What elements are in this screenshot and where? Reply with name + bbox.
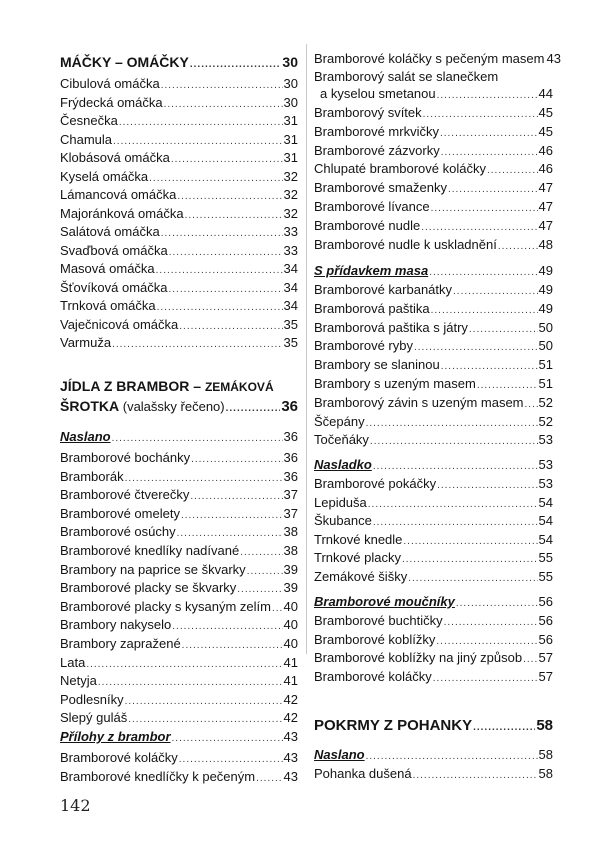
toc-entry[interactable] bbox=[314, 85, 553, 104]
toc-entry[interactable] bbox=[314, 568, 553, 587]
page-ref: 42 bbox=[283, 691, 298, 707]
page-ref: 46 bbox=[538, 142, 553, 158]
toc-entry[interactable] bbox=[314, 765, 553, 784]
toc-entry[interactable] bbox=[314, 531, 553, 550]
leader-dots bbox=[164, 96, 283, 113]
leader-dots bbox=[113, 133, 283, 150]
toc-entry[interactable] bbox=[314, 668, 553, 687]
page-ref: 46 bbox=[538, 161, 553, 177]
toc-entry[interactable] bbox=[60, 112, 298, 131]
entry-title: Varmuža bbox=[60, 335, 112, 350]
toc-entry[interactable] bbox=[60, 168, 298, 187]
page-ref: 57 bbox=[538, 650, 553, 666]
page-ref: 36 bbox=[283, 468, 298, 484]
toc-entry[interactable] bbox=[60, 260, 298, 279]
leader-dots bbox=[441, 144, 538, 161]
leader-dots bbox=[125, 693, 283, 710]
entry-title: Bramborové koláčky bbox=[60, 750, 178, 765]
entry-title: Šťovíková omáčka bbox=[60, 279, 168, 295]
section-title: MÁČKY – OMÁČKY bbox=[60, 54, 189, 70]
entry-title: Chamula bbox=[60, 131, 113, 147]
entry-title: Bramborové nudle bbox=[314, 217, 421, 233]
toc-entry[interactable] bbox=[314, 549, 553, 568]
subsection-title: Naslano bbox=[314, 747, 365, 762]
toc-section-heading[interactable] bbox=[60, 54, 298, 73]
page-ref: 31 bbox=[283, 131, 298, 147]
leader-dots bbox=[469, 321, 538, 338]
toc-subsection[interactable] bbox=[314, 262, 553, 281]
entry-title: Bramborové koláčky s pečeným masem bbox=[314, 51, 545, 66]
leader-dots bbox=[448, 181, 538, 198]
toc-entry[interactable] bbox=[60, 672, 298, 691]
page-ref: 57 bbox=[538, 668, 553, 684]
leader-dots bbox=[169, 244, 283, 261]
toc-entry[interactable] bbox=[60, 449, 298, 468]
leader-dots bbox=[98, 674, 283, 691]
toc-entry[interactable] bbox=[60, 186, 298, 205]
toc-entry[interactable] bbox=[60, 334, 298, 353]
page-ref: 56 bbox=[538, 631, 553, 647]
subsection-title: S přídavkem masa bbox=[314, 263, 429, 278]
subsection-title: Naslano bbox=[60, 429, 111, 444]
page-ref: 34 bbox=[283, 261, 298, 276]
leader-dots bbox=[523, 651, 537, 668]
entry-title: Bramborové koláčky bbox=[314, 668, 432, 684]
leader-dots bbox=[172, 618, 282, 635]
page-ref: 30 bbox=[283, 76, 298, 91]
page-ref: 34 bbox=[283, 279, 298, 295]
leader-dots bbox=[373, 458, 538, 475]
entry-title: Bramborák bbox=[60, 468, 124, 484]
entry-title: Bramborové koblížky bbox=[314, 631, 436, 647]
toc-entry[interactable] bbox=[60, 205, 298, 224]
toc-entry[interactable] bbox=[60, 523, 298, 542]
leader-dots bbox=[226, 400, 281, 417]
leader-dots bbox=[272, 600, 283, 617]
entry-title: Bramborové smaženky bbox=[314, 180, 447, 196]
entry-title: Trnkové placky bbox=[314, 550, 401, 566]
leader-dots bbox=[185, 207, 283, 224]
entry-title: Bramborové osúchy bbox=[60, 524, 176, 540]
leader-dots bbox=[421, 219, 537, 236]
entry-title: Brambory se slaninou bbox=[314, 357, 440, 373]
page-ref: 32 bbox=[283, 205, 298, 221]
section-title: POKRMY Z POHANKY bbox=[314, 717, 473, 734]
entry-title: Lepiduša bbox=[314, 494, 367, 510]
toc-entry[interactable] bbox=[60, 749, 298, 768]
toc-entry[interactable] bbox=[60, 505, 298, 524]
page-ref: 39 bbox=[283, 580, 298, 596]
leader-dots bbox=[112, 336, 282, 353]
leader-dots bbox=[161, 225, 283, 242]
page-ref: 49 bbox=[538, 300, 553, 316]
leader-dots bbox=[402, 551, 538, 568]
subsection-title: Přílohy z brambor bbox=[60, 729, 171, 744]
page-ref: 45 bbox=[538, 105, 553, 120]
leader-dots bbox=[128, 711, 282, 728]
leader-dots bbox=[177, 525, 283, 542]
leader-dots bbox=[403, 533, 537, 550]
entry-title: Svaďbová omáčka bbox=[60, 242, 168, 258]
toc-entry[interactable] bbox=[314, 179, 553, 198]
page-ref: 54 bbox=[538, 531, 553, 547]
toc-entry[interactable] bbox=[60, 709, 298, 728]
entry-title: Bramborový svítek bbox=[314, 105, 422, 120]
leader-dots bbox=[179, 318, 282, 335]
page-ref: 35 bbox=[283, 335, 298, 350]
entry-title: Chlupaté bramborové koláčky bbox=[314, 161, 486, 177]
section-title-small: ZEMÁKOVÁ bbox=[204, 380, 274, 394]
page-ref: 51 bbox=[538, 357, 553, 373]
entry-title: a kyselou smetanou bbox=[320, 86, 436, 101]
page-ref: 36 bbox=[281, 398, 298, 415]
leader-dots bbox=[440, 125, 538, 142]
entry-title: Točeňáky bbox=[314, 432, 369, 448]
page-ref: 43 bbox=[283, 768, 298, 784]
leader-dots bbox=[453, 283, 538, 300]
leader-dots bbox=[247, 563, 283, 580]
toc-section-heading-line1 bbox=[60, 377, 274, 396]
page-ref: 54 bbox=[538, 494, 553, 510]
toc-entry[interactable] bbox=[60, 542, 298, 561]
subsection-title: Bramborové moučníky bbox=[314, 594, 455, 609]
leader-dots bbox=[172, 730, 283, 747]
leader-dots bbox=[181, 507, 283, 524]
toc-entry[interactable] bbox=[314, 142, 553, 161]
entry-title: Bramborové knedlíčky k pečeným bbox=[60, 768, 256, 784]
leader-dots bbox=[423, 106, 538, 123]
leader-dots bbox=[436, 633, 537, 650]
leader-dots bbox=[237, 581, 282, 598]
leader-dots bbox=[456, 595, 538, 612]
page-ref: 56 bbox=[538, 594, 553, 609]
toc-entry[interactable] bbox=[314, 319, 553, 338]
page-ref: 50 bbox=[538, 338, 553, 354]
entry-title: Slepý guláš bbox=[60, 710, 128, 726]
toc-entry[interactable] bbox=[60, 149, 298, 168]
page-ref: 50 bbox=[538, 319, 553, 335]
page-ref: 37 bbox=[283, 487, 298, 503]
toc-entry[interactable] bbox=[60, 579, 298, 598]
page-ref: 41 bbox=[283, 654, 298, 670]
leader-dots bbox=[441, 358, 538, 375]
toc-entry[interactable] bbox=[60, 94, 298, 113]
entry-title: Klobásová omáčka bbox=[60, 150, 170, 165]
toc-entry[interactable] bbox=[314, 236, 553, 255]
page-ref: 47 bbox=[538, 217, 553, 233]
leader-dots bbox=[179, 751, 283, 768]
page-ref: 33 bbox=[283, 242, 298, 258]
leader-dots bbox=[433, 670, 538, 687]
toc-entry[interactable] bbox=[60, 654, 298, 673]
leader-dots bbox=[157, 299, 283, 316]
page-ref: 51 bbox=[538, 376, 553, 391]
page-ref: 31 bbox=[283, 150, 298, 165]
subsection-title: Nasladko bbox=[314, 457, 372, 472]
toc-entry[interactable] bbox=[314, 160, 553, 179]
page-ref: 43 bbox=[283, 750, 298, 765]
leader-dots bbox=[256, 770, 282, 787]
toc-entry[interactable] bbox=[60, 468, 298, 487]
page-ref: 52 bbox=[538, 394, 553, 410]
toc-entry[interactable] bbox=[314, 431, 553, 450]
leader-dots bbox=[156, 262, 283, 279]
entry-title: Bramborové čtverečky bbox=[60, 487, 190, 503]
entry-title: Trnkové knedle bbox=[314, 531, 403, 547]
entry-title: Lámancová omáčka bbox=[60, 187, 177, 202]
page-ref: 34 bbox=[283, 298, 298, 313]
page-ref: 39 bbox=[283, 561, 298, 577]
entry-title: Bramborový závin s uzeným masem bbox=[314, 394, 524, 410]
page-ref: 45 bbox=[538, 123, 553, 139]
leader-dots bbox=[366, 748, 538, 765]
toc-entry[interactable] bbox=[314, 649, 553, 668]
page-ref: 49 bbox=[538, 263, 553, 278]
page-ref: 49 bbox=[538, 282, 553, 297]
leader-dots bbox=[429, 264, 537, 281]
page-ref: 58 bbox=[538, 747, 553, 762]
entry-title: Trnková omáčka bbox=[60, 298, 156, 313]
entry-title: Lata bbox=[60, 654, 86, 670]
entry-title: Bramborová paštika bbox=[314, 300, 430, 316]
page-ref: 52 bbox=[538, 413, 553, 429]
page-ref: 58 bbox=[538, 766, 553, 781]
page-ref: 33 bbox=[283, 224, 298, 239]
section-title: JÍDLA Z BRAMBOR – bbox=[60, 378, 205, 394]
leader-dots bbox=[444, 614, 538, 631]
page-ref: 30 bbox=[283, 94, 298, 110]
entry-title: Bramborové mrkvičky bbox=[314, 123, 439, 139]
leader-dots bbox=[498, 238, 538, 255]
entry-title: Brambory zapražené bbox=[60, 636, 181, 651]
page-ref: 32 bbox=[283, 168, 298, 184]
toc-entry[interactable] bbox=[60, 279, 298, 298]
entry-title: Bramborové buchtičky bbox=[314, 613, 443, 628]
leader-dots bbox=[161, 77, 283, 94]
leader-dots bbox=[86, 656, 282, 673]
toc-entry[interactable] bbox=[60, 223, 298, 242]
page-ref: 53 bbox=[538, 476, 553, 491]
entry-title: Brambory s uzeným masem bbox=[314, 376, 476, 391]
entry-title: Bramborové bochánky bbox=[60, 450, 191, 465]
leader-dots bbox=[431, 302, 538, 319]
leader-dots bbox=[168, 281, 282, 298]
toc-subsection[interactable] bbox=[314, 593, 553, 612]
page-ref: 40 bbox=[283, 598, 298, 614]
toc-entry[interactable] bbox=[60, 561, 298, 580]
toc-entry[interactable] bbox=[314, 413, 553, 432]
entry-title: Bramborová paštika s játry bbox=[314, 319, 468, 335]
leader-dots bbox=[182, 637, 283, 654]
entry-title: Brambory na paprice se škvarky bbox=[60, 561, 246, 577]
toc-entry[interactable] bbox=[314, 356, 553, 375]
entry-title: Cibulová omáčka bbox=[60, 76, 160, 91]
page-ref: 41 bbox=[283, 673, 298, 689]
leader-dots bbox=[191, 451, 282, 468]
page-ref: 55 bbox=[538, 569, 553, 584]
leader-dots bbox=[171, 151, 283, 168]
entry-title: Bramborové nudle k uskladnění bbox=[314, 236, 497, 252]
leader-dots bbox=[366, 415, 538, 432]
leader-dots bbox=[368, 496, 538, 513]
leader-dots bbox=[487, 162, 538, 179]
page-ref: 38 bbox=[283, 524, 298, 540]
entry-title: Bramborové placky s kysaným zelím bbox=[60, 598, 271, 614]
leader-dots bbox=[112, 430, 283, 447]
toc-entry[interactable] bbox=[60, 635, 298, 654]
toc-entry[interactable] bbox=[314, 281, 553, 300]
toc-section-heading[interactable] bbox=[60, 398, 298, 417]
toc-entry[interactable] bbox=[314, 50, 561, 69]
toc-subsection[interactable] bbox=[60, 428, 298, 447]
entry-title: Ščepány bbox=[314, 413, 365, 429]
toc-entry[interactable] bbox=[314, 631, 553, 650]
toc-section-heading[interactable] bbox=[314, 717, 553, 736]
toc-entry[interactable] bbox=[60, 486, 298, 505]
entry-title: Bramborové koblížky na jiný způsob bbox=[314, 650, 523, 666]
leader-dots bbox=[413, 767, 538, 784]
page-ref: 56 bbox=[538, 613, 553, 628]
entry-title: Podlesníky bbox=[60, 691, 124, 707]
toc-entry[interactable] bbox=[314, 337, 553, 356]
leader-dots bbox=[473, 719, 535, 736]
leader-dots bbox=[119, 114, 283, 131]
page-ref: 36 bbox=[283, 450, 298, 465]
entry-title: Česnečka bbox=[60, 113, 118, 128]
page-ref: 53 bbox=[538, 432, 553, 448]
entry-title: Frýdecká omáčka bbox=[60, 94, 163, 110]
toc-entry-line1[interactable]: Bramborový salát se slanečkem bbox=[314, 69, 499, 84]
page-ref: 43 bbox=[546, 51, 561, 66]
toc-subsection[interactable] bbox=[60, 728, 298, 747]
entry-title: Brambory nakyselo bbox=[60, 617, 172, 633]
toc-entry[interactable] bbox=[314, 512, 553, 531]
toc-entry[interactable] bbox=[314, 217, 553, 236]
leader-dots bbox=[431, 200, 538, 217]
page-ref: 30 bbox=[282, 54, 298, 70]
page-ref: 58 bbox=[536, 717, 553, 734]
leader-dots bbox=[437, 477, 537, 494]
page-ref: 44 bbox=[538, 86, 553, 101]
page-ref: 32 bbox=[283, 187, 298, 202]
toc-entry[interactable] bbox=[314, 300, 553, 319]
toc-entry[interactable] bbox=[60, 316, 298, 335]
toc-entry[interactable] bbox=[314, 198, 553, 217]
leader-dots bbox=[240, 544, 282, 561]
leader-dots bbox=[370, 433, 538, 450]
leader-dots bbox=[414, 339, 538, 356]
entry-title: Masová omáčka bbox=[60, 261, 155, 276]
leader-dots bbox=[149, 170, 282, 187]
page-ref: 37 bbox=[283, 505, 298, 521]
toc-entry[interactable] bbox=[314, 612, 553, 631]
page-ref: 55 bbox=[538, 550, 553, 566]
toc-entry[interactable] bbox=[60, 768, 298, 787]
leader-dots bbox=[408, 570, 537, 587]
column-divider bbox=[306, 44, 307, 654]
toc-entry[interactable] bbox=[314, 375, 553, 394]
entry-title: Zemákové šišky bbox=[314, 569, 408, 584]
entry-title: Bramborové placky se škvarky bbox=[60, 580, 237, 596]
section-title-line2: ŠROTKA (valašsky řečeno) bbox=[60, 398, 225, 414]
page-ref: 42 bbox=[283, 710, 298, 726]
page-ref: 40 bbox=[283, 617, 298, 633]
page-ref: 48 bbox=[538, 236, 553, 252]
toc-entry[interactable] bbox=[60, 242, 298, 261]
entry-title: Majoránková omáčka bbox=[60, 205, 184, 221]
page-number: 142 bbox=[60, 796, 91, 815]
entry-title: Bramborové omelety bbox=[60, 505, 180, 521]
leader-dots bbox=[177, 188, 282, 205]
toc-entry[interactable] bbox=[60, 616, 298, 635]
leader-dots bbox=[125, 470, 283, 487]
toc-entry[interactable] bbox=[314, 394, 553, 413]
toc-entry[interactable] bbox=[60, 691, 298, 710]
toc-entry[interactable] bbox=[314, 123, 553, 142]
entry-title: Pohanka dušená bbox=[314, 766, 412, 781]
leader-dots bbox=[525, 396, 538, 413]
entry-title: Škubance bbox=[314, 513, 372, 529]
toc-entry[interactable] bbox=[314, 494, 553, 513]
leader-dots bbox=[477, 377, 538, 394]
page-ref: 43 bbox=[283, 729, 298, 744]
page-ref: 35 bbox=[283, 316, 298, 332]
entry-title: Bramborové karbanátky bbox=[314, 282, 453, 297]
entry-title: Bramborové pokáčky bbox=[314, 476, 437, 491]
entry-title: Bramborové knedlíky nadívané bbox=[60, 543, 240, 558]
entry-title: Bramborové zázvorky bbox=[314, 142, 440, 158]
toc-entry[interactable] bbox=[60, 131, 298, 150]
leader-dots bbox=[190, 488, 282, 505]
toc-entry[interactable] bbox=[60, 297, 298, 316]
toc-entry[interactable] bbox=[60, 598, 298, 617]
toc-subsection[interactable] bbox=[314, 746, 553, 765]
entry-title: Vaječnicová omáčka bbox=[60, 316, 179, 332]
toc-entry[interactable] bbox=[60, 75, 298, 94]
page-ref: 47 bbox=[538, 180, 553, 196]
leader-dots bbox=[373, 514, 538, 531]
leader-dots bbox=[437, 87, 538, 104]
entry-title: Bramborové lívance bbox=[314, 199, 430, 214]
entry-title: Kyselá omáčka bbox=[60, 168, 149, 184]
page-ref: 53 bbox=[538, 457, 553, 472]
page-ref: 54 bbox=[538, 513, 553, 529]
toc-subsection[interactable] bbox=[314, 456, 553, 475]
page-ref: 47 bbox=[538, 199, 553, 214]
page-ref: 36 bbox=[283, 429, 298, 444]
page-ref: 38 bbox=[283, 543, 298, 558]
page-ref: 40 bbox=[283, 636, 298, 651]
toc-entry[interactable] bbox=[314, 104, 553, 123]
leader-dots bbox=[190, 56, 282, 73]
entry-title: Netyja bbox=[60, 673, 97, 689]
page-ref: 31 bbox=[283, 113, 298, 128]
entry-title: Salátová omáčka bbox=[60, 224, 160, 239]
entry-title: Bramborové ryby bbox=[314, 338, 413, 354]
toc-entry[interactable] bbox=[314, 475, 553, 494]
